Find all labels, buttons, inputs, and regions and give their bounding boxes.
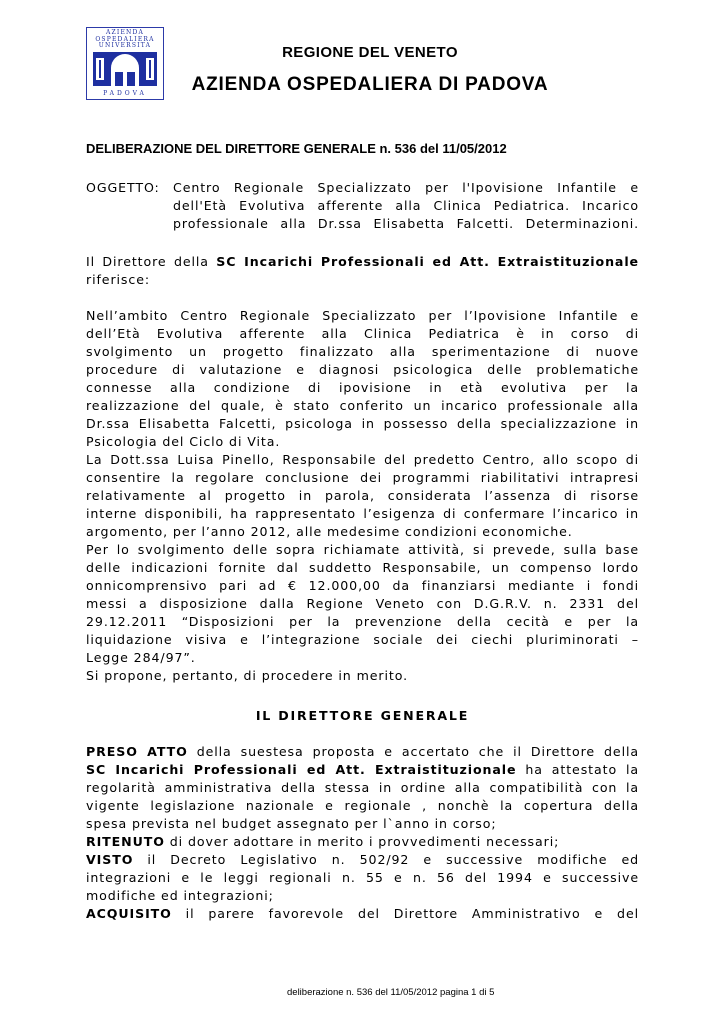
oggetto-line: professionale alla Dr.ssa Elisabetta Falcetti. Determinazioni. — [173, 216, 639, 231]
body-line: Legge 284/97”. — [86, 650, 196, 665]
body-line: svolgimento un progetto finalizzato alla sperimentazione di nuove — [86, 344, 639, 359]
intro-line: Il Direttore della SC Incarichi Professionali ed Att. Extraistituzionale — [86, 254, 639, 269]
azienda-heading: AZIENDA OSPEDALIERA DI PADOVA — [191, 74, 549, 95]
body-line: onnicomprensivo pari ad € 12.000,00 da finanziarsi mediante i fondi — [86, 578, 639, 593]
logo-text-bottom: PADOVA — [103, 90, 147, 97]
body-line: Si propone, pertanto, di procedere in merito. — [86, 668, 409, 683]
direttore-generale-heading: IL DIRETTORE GENERALE — [255, 708, 470, 723]
body-line: delle indicazioni fornite dal suddetto Responsabile, un compenso lordo — [86, 560, 639, 575]
preso-atto-line: PRESO ATTO della suestesa proposta e accertato che il Direttore della — [86, 744, 639, 759]
visto-line: VISTO il Decreto Legislativo n. 502/92 e successive modifiche ed — [86, 852, 639, 867]
visto-line: modifiche ed integrazioni; — [86, 888, 274, 903]
region-heading: REGIONE DEL VENETO — [282, 44, 458, 61]
body-line: La Dott.ssa Luisa Pinello, Responsabile del predetto Centro, allo scopo di — [86, 452, 639, 467]
preso-atto-line: vigente legislazione nazionale e regionale , nonchè la copertura della — [86, 798, 639, 813]
body-line: argomento, per l’anno 2012, alle medesime condizioni economiche. — [86, 524, 573, 539]
body-line: relativamente al progetto in parola, considerata l’assenza di risorse — [86, 488, 639, 503]
page-footer: deliberazione n. 536 del 11/05/2012 pagina 1 di 5 — [287, 987, 495, 998]
oggetto-line: Centro Regionale Specializzato per l'Ipovisione Infantile e — [173, 180, 639, 195]
body-line: messi a disposizione dalla Regione Veneto con D.G.R.V. n. 2331 del — [86, 596, 639, 611]
body-line: Per lo svolgimento delle sopra richiamate attività, si prevede, sulla base — [86, 542, 639, 557]
intro-riferisce: riferisce: — [86, 272, 151, 287]
hospital-logo — [86, 27, 164, 100]
ritenuto-line: RITENUTO di dover adottare in merito i provvedimenti necessari; — [86, 834, 560, 849]
body-line: Nell’ambito Centro Regionale Specializzato per l’Ipovisione Infantile e — [86, 308, 639, 323]
body-line: connesse alla condizione di ipovisione in età evolutiva per la — [86, 380, 639, 395]
deliberation-title: DELIBERAZIONE DEL DIRETTORE GENERALE n. 536 del 11/05/2012 — [86, 141, 507, 156]
body-line: realizzazione del quale, è stato conferito un incarico professionale alla — [86, 398, 639, 413]
body-line: dell’Età Evolutiva afferente alla Clinica Pediatrica è in corso di — [86, 326, 639, 341]
preso-atto-line: regolarità amministrativa della stessa in ordine alla compatibilità con la — [86, 780, 639, 795]
oggetto-line: dell'Età Evolutiva afferente alla Clinica Pediatrica. Incarico — [173, 198, 639, 213]
preso-atto-line: spesa prevista nel budget assegnato per l`anno in corso; — [86, 816, 497, 831]
oggetto-label: OGGETTO: — [86, 180, 160, 195]
body-line: liquidazione visiva e l’integrazione sociale dei ciechi pluriminorati – — [86, 632, 639, 647]
logo-emblem-icon — [93, 50, 157, 90]
logo-text-top: AZIENDA OSPEDALIERA UNIVERSITA — [95, 29, 155, 49]
acquisito-line: ACQUISITO il parere favorevole del Direttore Amministrativo e del — [86, 906, 639, 921]
visto-line: integrazioni e le leggi regionali n. 55 e n. 56 del 1994 e successive — [86, 870, 639, 885]
intro-office-name: SC Incarichi Professionali ed Att. Extraistituzionale — [216, 254, 639, 269]
body-line: Psicologia del Ciclo di Vita. — [86, 434, 281, 449]
body-line: consentire la regolare conclusione dei programmi riabilitativi intrapresi — [86, 470, 639, 485]
body-line: procedure di valutazione e diagnosi psicologica delle problematiche — [86, 362, 639, 377]
preso-atto-line: SC Incarichi Professionali ed Att. Extraistituzionale ha attestato la — [86, 762, 639, 777]
body-line: Dr.ssa Elisabetta Falcetti, psicologa in possesso della specializzazione in — [86, 416, 639, 431]
body-line: interne disponibili, ha rappresentato l’esigenza di confermare l’incarico in — [86, 506, 639, 521]
body-line: 29.12.2011 “Disposizioni per la prevenzione della cecità e per la — [86, 614, 639, 629]
